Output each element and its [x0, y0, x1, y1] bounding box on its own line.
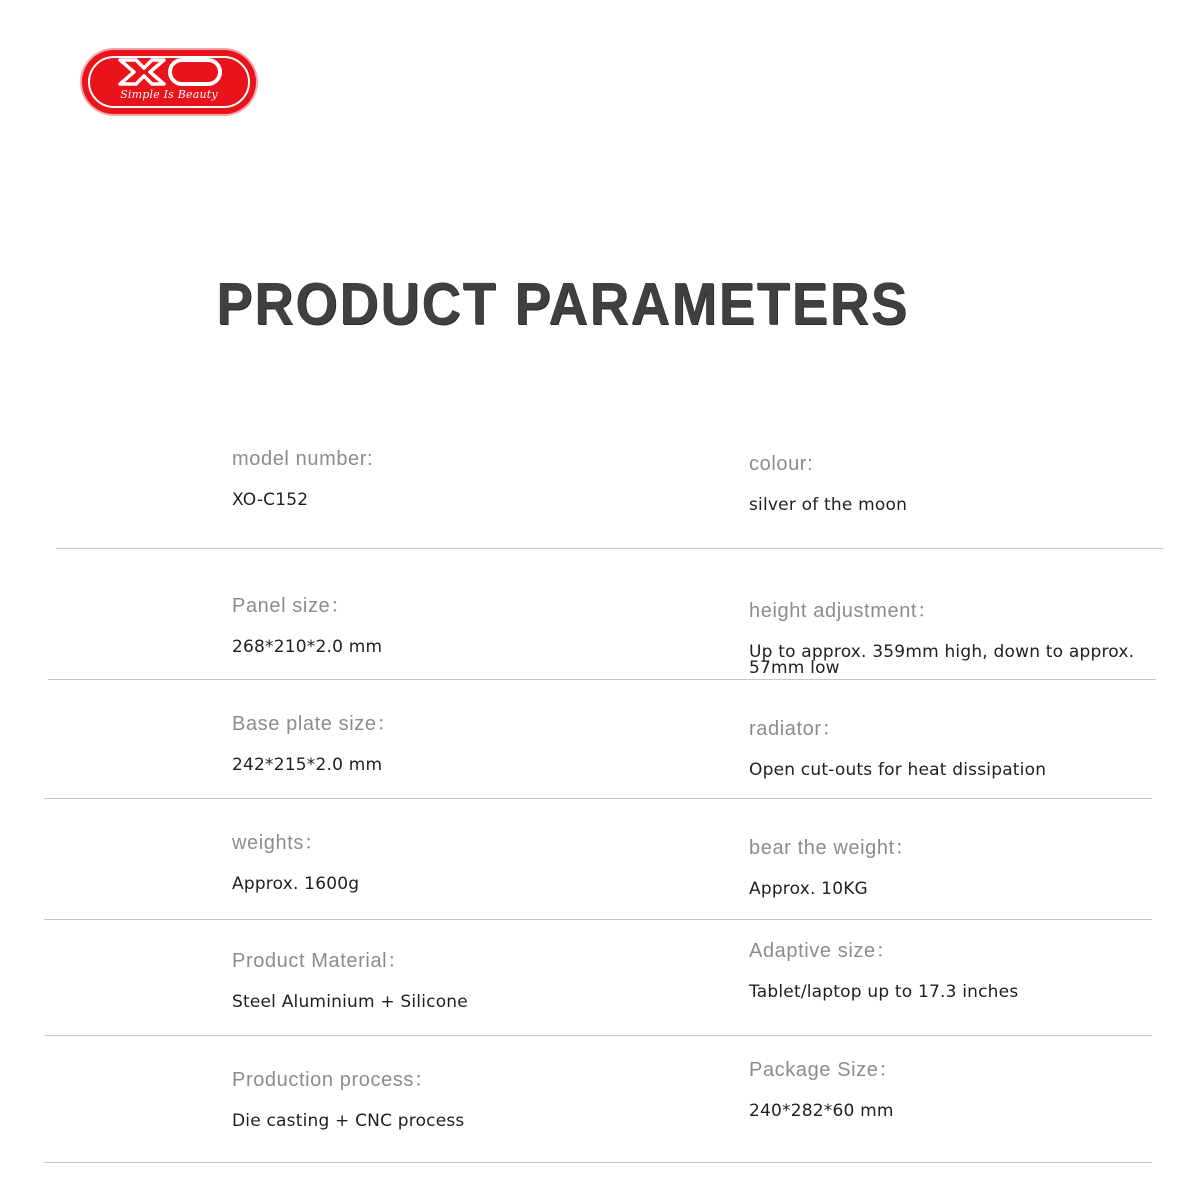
spec-label: radiator：: [749, 718, 843, 740]
spec-value: Open cut-outs for heat dissipation: [749, 760, 1047, 780]
spec-value: 242*215*2.0 mm: [232, 755, 383, 775]
spec-value: Die casting + CNC process: [232, 1111, 465, 1131]
spec-production-process: [232, 1063, 465, 1129]
spec-label: Base plate size：: [232, 713, 398, 735]
spec-label: Package Size：: [749, 1059, 900, 1081]
spec-label: colour:: [749, 453, 814, 475]
spec-value: Tablet/laptop up to 17.3 inches: [749, 982, 1019, 1002]
spec-label: model number:: [232, 448, 374, 470]
spec-adaptive-size: [749, 934, 1018, 1000]
row-divider: [48, 679, 1156, 680]
spec-label: Panel size：: [232, 595, 351, 617]
spec-model-number: [232, 448, 373, 508]
spec-weights: [232, 826, 359, 892]
row-divider: [44, 798, 1152, 799]
spec-value: Approx. 10KG: [749, 879, 868, 899]
spec-height-adjustment: [749, 594, 1149, 676]
spec-label: bear the weight：: [749, 837, 916, 859]
xo-logo-mark-icon: [114, 56, 224, 88]
spec-label: Production process：: [232, 1069, 435, 1091]
spec-value: 240*282*60 mm: [749, 1101, 894, 1121]
spec-value: Up to approx. 359mm high, down to approx. 57mm low: [749, 642, 1135, 678]
spec-package-size: [749, 1053, 899, 1119]
row-divider: [56, 548, 1164, 549]
spec-value: Approx. 1600g: [232, 874, 360, 894]
spec-value: silver of the moon: [749, 495, 908, 515]
spec-base-plate-size: [232, 707, 397, 773]
spec-product-material: [232, 944, 468, 1010]
spec-label: weights：: [232, 832, 325, 854]
row-divider: [44, 919, 1152, 920]
brand-logo: [82, 50, 256, 114]
spec-label: Adaptive size：: [749, 940, 897, 962]
spec-radiator: [749, 712, 1046, 778]
row-divider: [44, 1035, 1152, 1036]
spec-value: Steel Aluminium + Silicone: [232, 992, 468, 1012]
spec-bear-the-weight: [749, 831, 915, 897]
spec-label: height adjustment：: [749, 600, 938, 622]
spec-value: XO-C152: [232, 490, 309, 510]
page-title: PRODUCT PARAMETERS: [216, 271, 909, 337]
spec-value: 268*210*2.0 mm: [232, 637, 383, 657]
logo-tagline: Simple Is Beauty: [120, 88, 218, 101]
spec-panel-size: [232, 589, 382, 655]
spec-label: Product Material：: [232, 950, 408, 972]
row-divider: [44, 1162, 1152, 1163]
spec-colour: [749, 453, 907, 513]
